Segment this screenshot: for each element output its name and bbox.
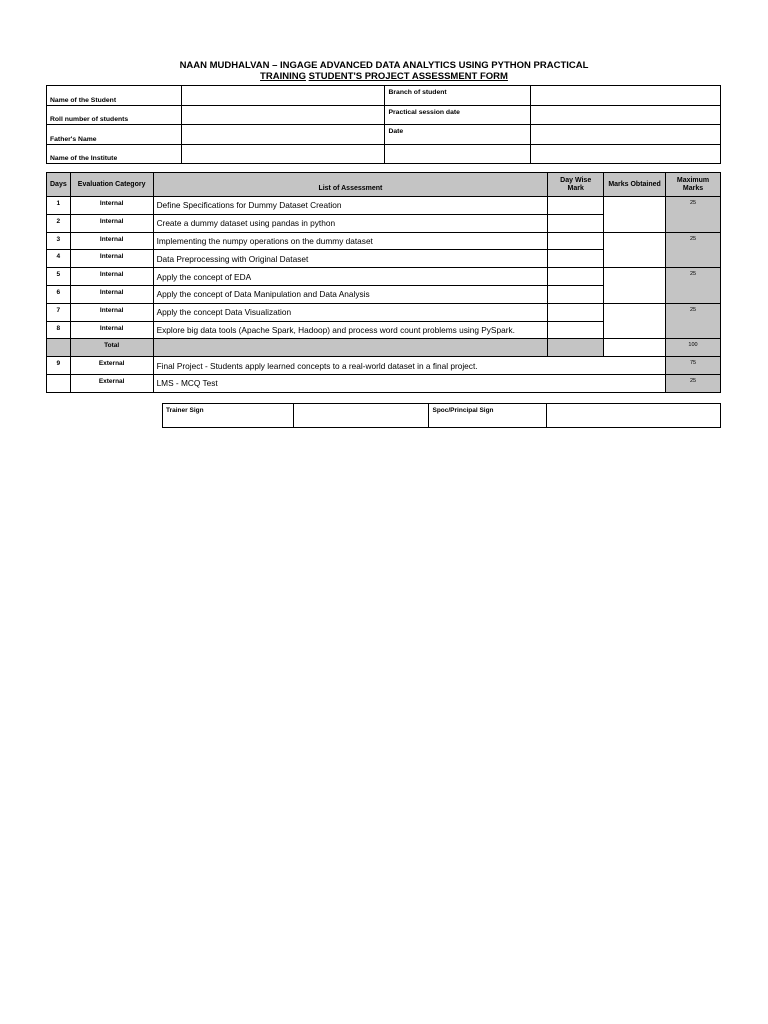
daywise-mark-cell[interactable] [548,214,604,232]
daywise-mark-cell[interactable] [548,232,604,250]
table-row: 4 Internal Data Preprocessing with Original Dataset [47,250,721,268]
student-name-label: Name of the Student [47,86,182,106]
date-label: Date [385,125,531,145]
daywise-mark-cell[interactable] [548,197,604,215]
father-name-label: Father's Name [47,125,182,145]
max-marks-cell: 25 [666,268,721,304]
blank-cell [385,144,531,164]
institute-label: Name of the Institute [47,144,182,164]
student-name-field[interactable] [181,86,385,106]
table-row: 8 Internal Explore big data tools (Apache Spark, Hadoop) and process word count problems using PySpark. [47,321,721,339]
father-name-field[interactable] [181,125,385,145]
daywise-mark-cell[interactable] [548,321,604,339]
form-title [0,60,768,82]
daywise-mark-cell[interactable] [548,268,604,286]
table-row: 7 Internal Apply the concept Data Visualization 25 [47,303,721,321]
header-list: List of Assessment [153,173,548,197]
daywise-mark-cell[interactable] [548,250,604,268]
marks-obtained-cell[interactable] [604,268,666,304]
header-category: Evaluation Category [70,173,153,197]
header-days: Days [47,173,71,197]
institute-field[interactable] [181,144,385,164]
form-title-line1: NAAN MUDHALVAN – INGAGE ADVANCED DATA ANALYTICS USING PYTHON PRACTICAL [179,60,589,71]
max-marks-cell: 75 [666,357,721,375]
max-marks-cell: 25 [666,374,721,392]
total-max-cell: 100 [666,339,721,357]
marks-obtained-cell[interactable] [604,197,666,233]
max-marks-cell: 25 [666,303,721,339]
table-row: External LMS - MCQ Test 25 [47,374,721,392]
table-row: 2 Internal Create a dummy dataset using pandas in python [47,214,721,232]
daywise-mark-cell[interactable] [548,285,604,303]
header-obtained: Marks Obtained [604,173,666,197]
trainer-sign-label: Trainer Sign [163,404,294,428]
session-date-field[interactable] [531,105,721,125]
trainer-sign-field[interactable] [293,404,429,428]
spoc-sign-field[interactable] [547,404,721,428]
session-date-label: Practical session date [385,105,531,125]
assessment-table [46,172,721,393]
total-label: Total [70,339,153,357]
daywise-mark-cell[interactable] [548,303,604,321]
blank-cell [531,144,721,164]
marks-obtained-cell[interactable] [604,232,666,268]
marks-obtained-cell[interactable] [604,303,666,339]
table-row: 5 Internal Apply the concept of EDA 25 [47,268,721,286]
roll-number-label: Roll number of students [47,105,182,125]
table-row: 9 External Final Project - Students apply learned concepts to a real-world dataset in a final project. 75 [47,357,721,375]
max-marks-cell: 25 [666,197,721,233]
max-marks-cell: 25 [666,232,721,268]
branch-field[interactable] [531,86,721,106]
student-info-table [46,85,721,164]
spoc-sign-label: Spoc/Principal Sign [429,404,547,428]
table-row: 6 Internal Apply the concept of Data Manipulation and Data Analysis [47,285,721,303]
header-maximum: Maximum Marks [666,173,721,197]
branch-label: Branch of student [385,86,531,106]
table-row: 1 Internal Define Specifications for Dummy Dataset Creation 25 [47,197,721,215]
date-field[interactable] [531,125,721,145]
signature-table [162,403,721,428]
header-daywise: Day Wise Mark [548,173,604,197]
table-row: 3 Internal Implementing the numpy operations on the dummy dataset 25 [47,232,721,250]
roll-number-field[interactable] [181,105,385,125]
total-obtained-cell[interactable] [604,339,666,357]
total-row [47,339,721,357]
form-title-line2: TRAINING STUDENT'S PROJECT ASSESSMENT FORM [260,71,508,82]
